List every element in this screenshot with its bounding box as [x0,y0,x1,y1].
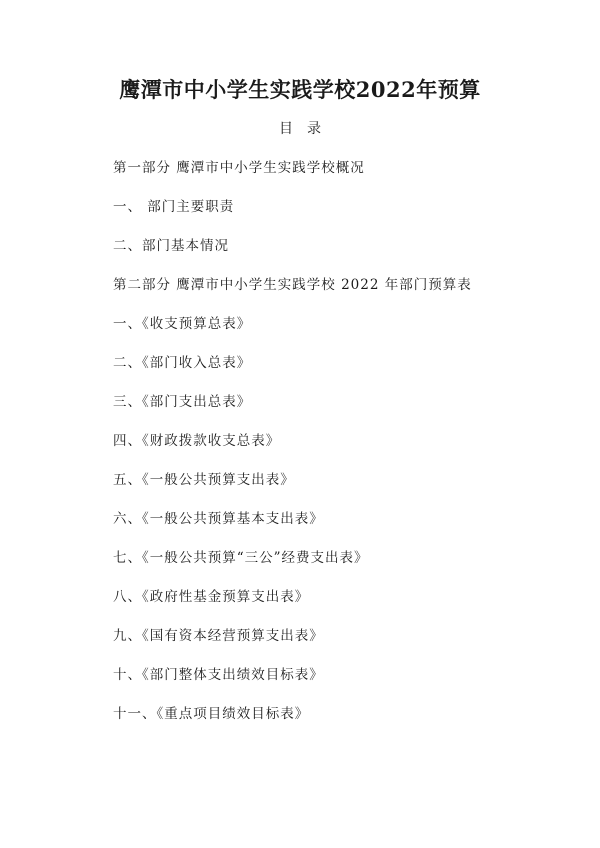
toc-item-government-fund: 八、《政府性基金预算支出表》 [113,589,310,605]
table-of-contents [113,158,553,743]
toc-item-expenditure-summary: 三、《部门支出总表》 [113,394,252,410]
toc-item-budget-summary: 一、《收支预算总表》 [113,316,252,332]
toc-item-basic-situation: 二、部门基本情况 [113,238,229,254]
toc-item-income-summary: 二、《部门收入总表》 [113,355,252,371]
toc-item-fiscal-allocation: 四、《财政拨款收支总表》 [113,433,281,449]
toc-item-main-duties: 一、 部门主要职责 [113,199,235,215]
toc-part-1: 第一部分 鹰潭市中小学生实践学校概况 [113,160,365,176]
toc-item-state-capital: 九、《国有资本经营预算支出表》 [113,628,324,644]
toc-item-general-public-budget: 五、《一般公共预算支出表》 [113,472,295,488]
toc-item-three-public-expenses: 七、《一般公共预算“三公”经费支出表》 [113,550,369,566]
toc-heading: 目录 [279,121,335,137]
toc-item-general-public-basic: 六、《一般公共预算基本支出表》 [113,511,324,527]
toc-part-2: 第二部分 鹰潭市中小学生实践学校 2022 年部门预算表 [113,277,472,293]
toc-item-performance-goals: 十、《部门整体支出绩效目标表》 [113,667,324,683]
document-title: 鹰潭市中小学生实践学校2022年预算 [119,77,481,102]
toc-item-key-project-goals: 十一、《重点项目绩效目标表》 [113,706,310,722]
